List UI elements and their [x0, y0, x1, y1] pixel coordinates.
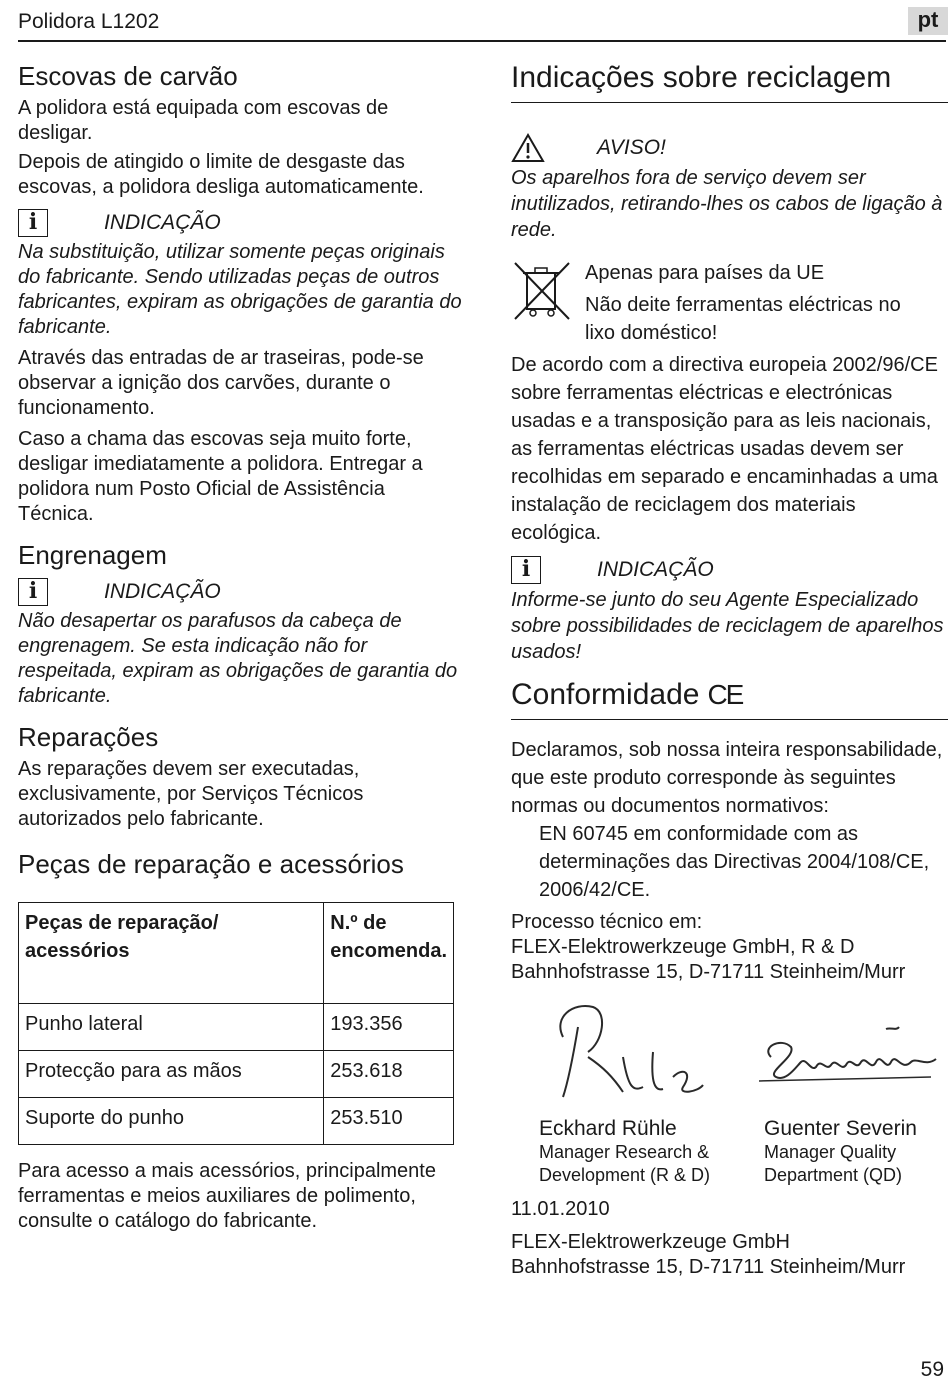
signer-role: Department (QD)	[764, 1165, 903, 1185]
table-cell-name: Suporte do punho	[19, 1098, 324, 1145]
table-cell-number: 253.618	[324, 1051, 454, 1098]
table-cell-name: Protecção para as mãos	[19, 1051, 324, 1098]
document-title: Polidora L1202	[18, 10, 160, 33]
section-title-conformidade	[511, 677, 948, 720]
crossed-bin-icon	[511, 259, 573, 323]
weee-block	[511, 259, 948, 347]
pecas-footer: Para acesso a mais acessórios, principalmente ferramentas e meios auxiliares de polimento, consulte o catálogo do fabricante.	[18, 1160, 436, 1232]
warning-icon	[511, 133, 545, 163]
note-label: INDICAÇÃO	[597, 558, 714, 581]
left-column	[18, 60, 463, 1234]
eu-only-label: Apenas para países da UE	[585, 262, 825, 284]
reparacoes-paragraph: As reparações devem ser executadas, exclusivamente, por Serviços Técnicos autorizados pelo fabricante.	[18, 758, 364, 830]
eu-disposal-text: Não deite ferramentas eléctricas no lixo doméstico!	[585, 294, 901, 344]
escovas-paragraph-1: A polidora está equipada com escovas de desligar.	[18, 97, 389, 144]
table-header-cell: Peças de reparação/ acessórios	[19, 903, 324, 1004]
note-header	[18, 206, 463, 240]
table-cell-name: Punho lateral	[19, 1004, 324, 1051]
signer-role: Development (R & D)	[539, 1165, 711, 1185]
signer-2	[764, 1117, 917, 1187]
standards-paragraph: EN 60745 em conformidade com as determinações das Directivas 2004/108/CE, 2006/42/CE.	[539, 823, 930, 901]
note-header	[18, 575, 463, 609]
warning-label: AVISO!	[597, 136, 666, 159]
table-header-cell: N.º de encomenda.	[324, 903, 454, 1004]
warning-text: Os aparelhos fora de serviço devem ser inutilizados, retirando-lhes os cabos de ligação à rede.	[511, 167, 943, 241]
warning-header	[511, 131, 948, 165]
section-title-reparacoes: Reparações	[18, 722, 159, 752]
table-header-row	[19, 903, 454, 1004]
section-title-engrenagem: Engrenagem	[18, 540, 167, 570]
info-icon: i	[511, 556, 541, 584]
signer-1	[539, 1117, 764, 1187]
section-title-reciclagem: Indicações sobre reciclagem	[511, 60, 948, 103]
company-address: Bahnhofstrasse 15, D-71711 Steinheim/Murr	[511, 1256, 906, 1278]
info-icon: i	[18, 209, 48, 237]
section-title-pecas: Peças de reparação e acessórios	[18, 849, 404, 879]
note-label: INDICAÇÃO	[104, 580, 221, 603]
escovas-paragraph-2: Depois de atingido o limite de desgaste das escovas, a polidora desliga automaticamente.	[18, 151, 424, 198]
note-header	[511, 553, 948, 587]
note-text: Informe-se junto do seu Agente Especializado sobre possibilidades de reciclagem de aparelhos usados!	[511, 589, 944, 663]
table-cell-number: 253.510	[324, 1098, 454, 1145]
declaration-paragraph: Declaramos, sob nossa inteira responsabilidade, que este produto corresponde às seguintes normas ou documentos normativos:	[511, 739, 943, 817]
declaration-date: 11.01.2010	[511, 1198, 610, 1220]
tech-file-company: FLEX-Elektrowerkzeuge GmbH, R & D	[511, 936, 855, 958]
tech-file-address: Bahnhofstrasse 15, D-71711 Steinheim/Murr	[511, 961, 906, 983]
signer-name: Guenter Severin	[764, 1117, 917, 1140]
tech-file-label: Processo técnico em:	[511, 911, 703, 933]
info-icon: i	[18, 578, 48, 606]
signers	[539, 1117, 948, 1187]
escovas-paragraph-3: Através das entradas de ar traseiras, pode-se observar a ignição dos carvões, durante o funcionamento.	[18, 347, 424, 419]
section-title-escovas: Escovas de carvão	[18, 61, 238, 91]
directive-paragraph: De acordo com a directiva europeia 2002/96/CE sobre ferramentas eléctricas e electrónicas usadas e a transposição para as leis nacionais, as ferramentas eléctricas usadas devem ser recolhidas em separado e encaminhadas a uma instalação de reciclagem dos materiais ecológica.	[511, 354, 938, 544]
ce-mark-icon: CE	[707, 679, 743, 710]
table-row	[19, 1098, 454, 1145]
table-row	[19, 1004, 454, 1051]
signature-severin	[751, 1017, 947, 1097]
company-name: FLEX-Elektrowerkzeuge GmbH	[511, 1231, 790, 1253]
signer-role: Manager Quality	[764, 1142, 897, 1162]
signature-ruehle	[533, 997, 713, 1107]
signer-role: Manager Research &	[539, 1142, 710, 1162]
table-cell-number: 193.356	[324, 1004, 454, 1051]
conformidade-title: Conformidade	[511, 678, 700, 711]
note-text: Na substituição, utilizar somente peças originais do fabricante. Sendo utilizadas peças de outros fabricantes, expiram as obrigações de garantia do fabricante.	[18, 241, 462, 338]
note-label: INDICAÇÃO	[104, 211, 221, 234]
escovas-paragraph-4: Caso a chama das escovas seja muito forte, desligar imediatamente a polidora. Entregar a polidora num Posto Oficial de Assistência Técnica.	[18, 428, 423, 525]
parts-table	[18, 902, 454, 1145]
language-badge: pt	[908, 7, 948, 35]
table-row	[19, 1051, 454, 1098]
header-divider	[18, 40, 946, 42]
page-number: 59	[920, 1358, 944, 1381]
signer-name: Eckhard Rühle	[539, 1117, 677, 1140]
weee-text	[585, 259, 915, 347]
note-text: Não desapertar os parafusos da cabeça de engrenagem. Se esta indicação não for respeitada, expiram as obrigações de garantia do fabricante.	[18, 610, 458, 707]
right-column	[511, 60, 948, 1280]
signatures-area	[511, 997, 948, 1117]
